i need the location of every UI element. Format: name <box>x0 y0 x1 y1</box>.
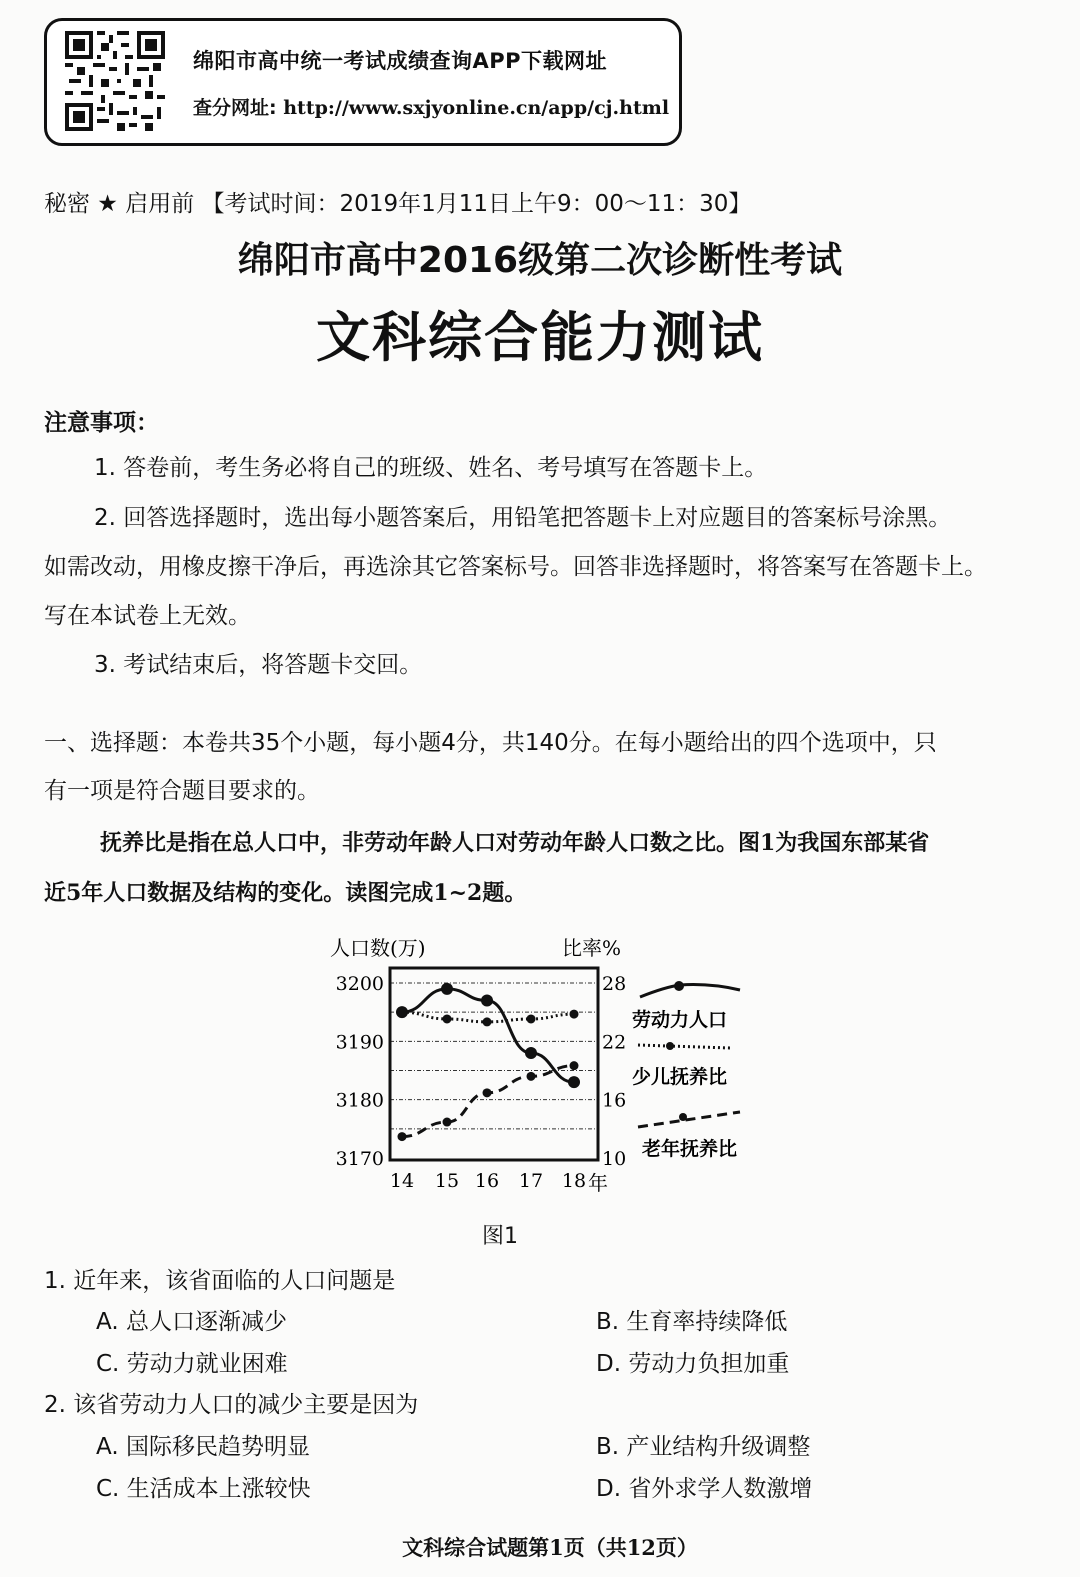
banner-title: 绵阳市高中统一考试成绩查询APP下载网址 <box>193 49 608 73</box>
exam-title: 绵阳市高中2016级第二次诊断性考试 <box>237 240 843 281</box>
question-2-stem: 2. 该省劳动力人口的减少主要是因为 <box>44 1392 419 1418</box>
data-point <box>443 1118 452 1127</box>
data-point <box>527 1014 536 1023</box>
note-item-1: 1. 答卷前，考生务必将自己的班级、姓名、考号填写在答题卡上。 <box>94 455 768 481</box>
series-line-2 <box>402 1066 574 1137</box>
population-chart <box>320 925 770 1205</box>
data-point <box>443 1014 452 1023</box>
app-download-banner <box>44 18 682 146</box>
chart-legend <box>632 981 740 1160</box>
note-item-2-cont: 如需改动，用橡皮擦干净后，再选涂其它答案标号。回答非选择题时，将答案写在答题卡上。 <box>44 554 987 580</box>
left-axis-tick: 3200 <box>335 973 384 995</box>
note-item-3: 3. 考试结束后，将答题卡交回。 <box>94 652 423 678</box>
left-axis-tick: 3170 <box>335 1148 384 1170</box>
legend-label-elderly: 老年抚养比 <box>642 1138 738 1160</box>
data-point <box>525 1047 537 1059</box>
data-point <box>483 1088 492 1097</box>
notes-heading: 注意事项： <box>44 410 159 436</box>
score-query-url-line <box>193 93 669 120</box>
question-2-option-b[interactable]: B. 产业结构升级调整 <box>596 1434 811 1460</box>
exam-subtitle: 文科综合能力测试 <box>316 306 764 369</box>
note-item-2-cont2: 写在本试卷上无效。 <box>44 603 251 629</box>
x-axis-tick: 17 <box>518 1170 544 1192</box>
right-axis-tick: 28 <box>602 973 627 995</box>
intro-line2: 近5年人口数据及结构的变化。读图完成1~2题。 <box>44 880 527 906</box>
data-point <box>568 1076 580 1088</box>
intro-line1: 抚养比是指在总人口中，非劳动年龄人口对劳动年龄人口数之比。图1为我国东部某省 <box>100 830 930 856</box>
section-instruction-line1: 一、选择题：本卷共35个小题，每小题4分，共140分。在每小题给出的四个选项中，只 <box>44 730 937 756</box>
question-1-option-d[interactable]: D. 劳动力负担加重 <box>596 1351 790 1377</box>
data-point <box>483 1017 492 1026</box>
score-query-link[interactable]: http://www.sxjyonline.cn/app/cj.html <box>283 97 670 119</box>
data-point <box>570 1010 579 1019</box>
question-1-stem: 1. 近年来，该省面临的人口问题是 <box>44 1268 396 1294</box>
question-2-option-c[interactable]: C. 生活成本上涨较快 <box>96 1476 311 1502</box>
legend-marker-child <box>666 1042 674 1050</box>
legend-marker-labor <box>674 981 684 991</box>
x-axis-tick: 18 <box>561 1170 587 1192</box>
question-1-option-b[interactable]: B. 生育率持续降低 <box>596 1309 788 1335</box>
data-point <box>570 1061 579 1070</box>
question-2-option-d[interactable]: D. 省外求学人数激增 <box>596 1476 813 1502</box>
x-axis-tick: 14 <box>389 1170 415 1192</box>
left-axis-tick: 3180 <box>335 1089 384 1112</box>
data-point <box>441 983 453 995</box>
figure-caption: 图1 <box>482 1224 518 1249</box>
legend-label-labor: 劳动力人口 <box>632 1009 728 1031</box>
x-axis-tick: 16 <box>474 1170 500 1192</box>
question-1-option-c[interactable]: C. 劳动力就业困难 <box>96 1351 288 1377</box>
right-axis-tick: 10 <box>602 1148 627 1170</box>
x-axis-label: 年 <box>588 1171 608 1195</box>
data-point <box>398 1008 407 1017</box>
x-axis-tick: 15 <box>434 1170 460 1192</box>
left-axis-tick: 3190 <box>335 1031 384 1054</box>
data-point <box>527 1072 536 1081</box>
exam-time-line: 秘密 ★ 启用前 【考试时间：2019年1月11日上午9：00～11：30】 <box>44 191 752 217</box>
qr-code-icon <box>65 31 165 131</box>
url-label: 查分网址: <box>193 97 277 119</box>
note-item-2: 2. 回答选择题时，选出每小题答案后，用铅笔把答题卡上对应题目的答案标号涂黑。 <box>94 505 952 531</box>
right-axis-label: 比率% <box>562 936 622 960</box>
right-axis-tick: 16 <box>602 1089 627 1112</box>
legend-line-child <box>638 1045 730 1048</box>
left-axis-label: 人口数(万) <box>330 936 426 960</box>
legend-line-elderly <box>638 1112 740 1127</box>
page-footer: 文科综合试题第1页（共12页） <box>402 1535 698 1560</box>
legend-marker-elderly <box>679 1113 687 1121</box>
legend-line-labor <box>640 985 740 997</box>
question-1-option-a[interactable]: A. 总人口逐渐减少 <box>96 1309 287 1335</box>
data-point <box>481 995 493 1007</box>
section-instruction-line2: 有一项是符合题目要求的。 <box>44 778 320 804</box>
right-axis-tick: 22 <box>602 1031 627 1054</box>
question-2-option-a[interactable]: A. 国际移民趋势明显 <box>96 1434 310 1460</box>
legend-label-child: 少儿抚养比 <box>632 1066 728 1088</box>
data-point <box>398 1132 407 1141</box>
